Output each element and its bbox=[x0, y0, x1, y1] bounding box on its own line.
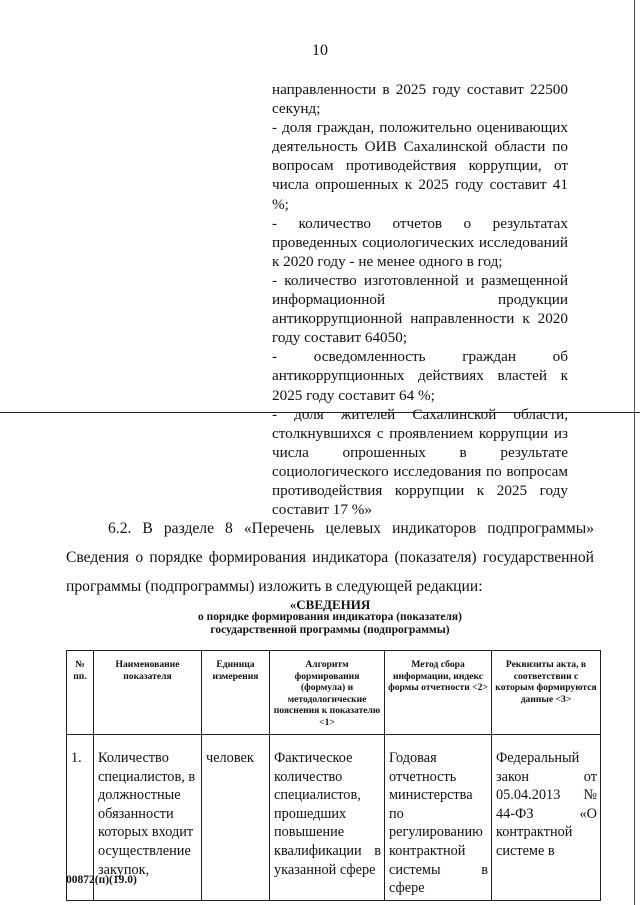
header-cell: Реквизиты акта, в соответствии с которым формируются данные <3> bbox=[492, 651, 601, 735]
table-title bbox=[66, 598, 594, 637]
page-number: 10 bbox=[312, 42, 328, 59]
body-paragraph: 6.2. В разделе 8 «Перечень целевых индикаторов подпрограммы» Сведения о порядке формирования индикатора (показателя) государственной программы (подпрограммы) изложить в следующей редакции: bbox=[66, 520, 594, 595]
text-line: - количество изготовленной и размещенной информационной продукции антикоррупционной направленности к 2020 году составит 64050; bbox=[272, 271, 568, 347]
header-cell: Метод сбора информации, индекс формы отчетности <2> bbox=[385, 651, 492, 735]
header-cell: Наименование показателя bbox=[94, 651, 202, 735]
table-header-row bbox=[67, 651, 601, 735]
horizontal-rule bbox=[0, 412, 640, 413]
table-cell: Фактическое количество специалистов, прошедших повышение квалификации в указанной сфере bbox=[270, 735, 385, 901]
table-cell: Федеральный закон от 05.04.2013 № 44-ФЗ «О контрактной системе в bbox=[492, 735, 601, 901]
text-line: - доля жителей Сахалинской области, столкнувшихся с проявлением коррупции из числа опрошенных в результате социологического исследования по вопросам противодействия коррупции к 2025 году составит 17 %» bbox=[272, 405, 568, 519]
table-cell: человек bbox=[202, 735, 270, 901]
indicator-table bbox=[66, 650, 601, 901]
amended-text-column bbox=[272, 80, 568, 519]
table-title-line: о порядке формирования индикатора (показателя) bbox=[198, 611, 462, 623]
table-cell: Годовая отчетность министерства по регулированию контрактной системы в сфере bbox=[385, 735, 492, 901]
table-cell: 1. bbox=[67, 735, 94, 901]
table-row bbox=[67, 735, 601, 901]
text-line: - количество отчетов о результатах проведенных социологических исследований к 2020 году - не менее одного в год; bbox=[272, 214, 568, 270]
document-code: 00872(п)(19.0) bbox=[66, 874, 137, 886]
table-title-line: «СВЕДЕНИЯ bbox=[289, 597, 371, 612]
header-cell: Единица измерения bbox=[202, 651, 270, 735]
scan-edge-line bbox=[634, 0, 635, 905]
header-cell: Алгоритм формирования (формула) и методологические пояснения к показателю <1> bbox=[270, 651, 385, 735]
table-cell: Количество специалистов, в должностные обязанности которых входит осуществление закупок, bbox=[94, 735, 202, 901]
table-title-line: государственной программы (подпрограммы) bbox=[210, 624, 450, 636]
text-line: - доля граждан, положительно оценивающих деятельность ОИВ Сахалинской области по вопросам противодействия коррупции, от числа опрошенных к 2025 году составит 41 %; bbox=[272, 119, 568, 213]
text-line: - осведомленность граждан об антикоррупционных действиях властей к 2025 году составит 64 %; bbox=[272, 348, 568, 404]
header-cell: № пп. bbox=[67, 651, 94, 735]
text-line: направленности в 2025 году составит 22500 секунд; bbox=[272, 81, 568, 118]
